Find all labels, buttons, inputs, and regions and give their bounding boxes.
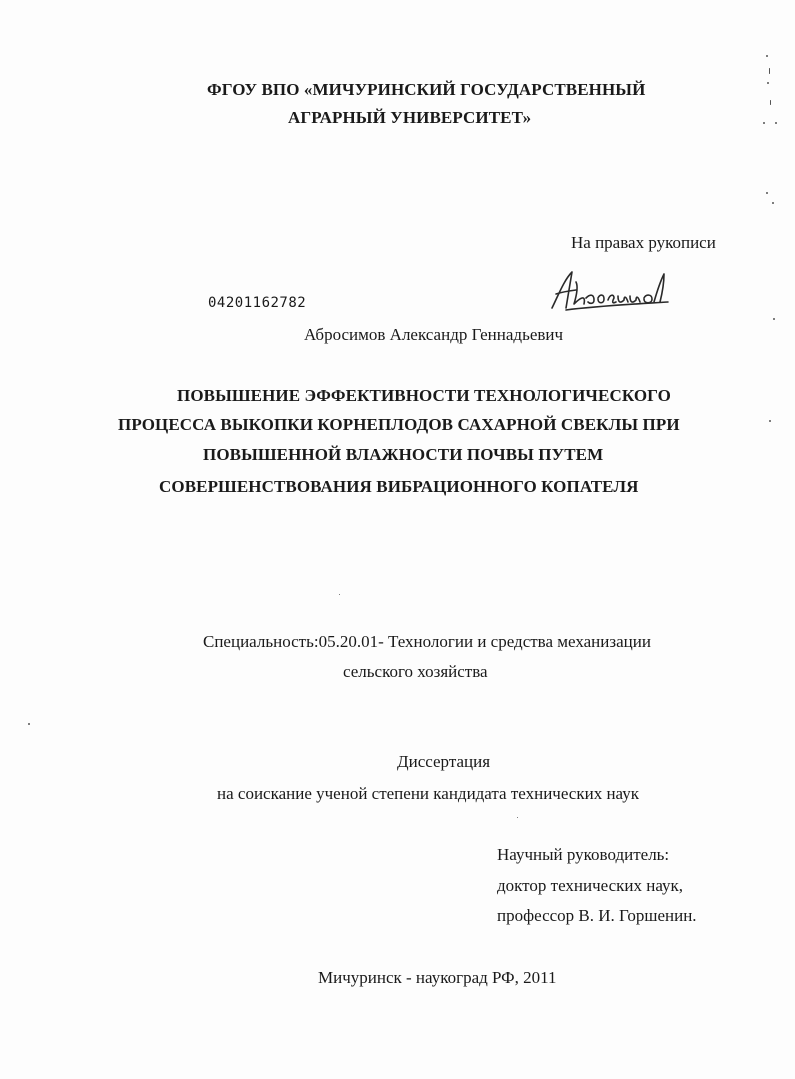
scan-speck	[775, 122, 777, 124]
scan-speck	[517, 817, 518, 818]
scan-speck	[773, 318, 775, 320]
supervisor-degree: доктор технических наук,	[497, 876, 684, 895]
scan-speck	[28, 723, 30, 725]
scan-speck	[769, 420, 771, 422]
title-line-1: ПОВЫШЕНИЕ ЭФФЕКТИВНОСТИ ТЕХНОЛОГИЧЕСКОГО	[177, 386, 671, 405]
title-line-3: ПОВЫШЕННОЙ ВЛАЖНОСТИ ПОЧВЫ ПУТЕМ	[203, 445, 604, 464]
specialty-line-1: Специальность:05.20.01- Технологии и средства механизации	[203, 632, 651, 651]
signature-icon	[546, 268, 674, 314]
scan-speck	[767, 82, 769, 84]
scan-speck	[769, 68, 770, 74]
scan-speck	[766, 192, 768, 194]
scan-speck	[770, 100, 771, 105]
scan-speck	[766, 55, 768, 57]
specialty-line-2: сельского хозяйства	[343, 662, 488, 681]
scan-speck	[772, 202, 774, 204]
supervisor-name: профессор В. И. Горшенин.	[497, 906, 697, 925]
title-line-4: СОВЕРШЕНСТВОВАНИЯ ВИБРАЦИОННОГО КОПАТЕЛЯ	[159, 477, 639, 496]
header-line-2: АГРАРНЫЙ УНИВЕРСИТЕТ»	[288, 108, 532, 127]
title-line-2: ПРОЦЕССА ВЫКОПКИ КОРНЕПЛОДОВ САХАРНОЙ СВЕКЛЫ ПРИ	[118, 415, 680, 434]
header-line-1: ФГОУ ВПО «МИЧУРИНСКИЙ ГОСУДАРСТВЕННЫЙ	[207, 80, 646, 99]
supervisor-label: Научный руководитель:	[497, 845, 670, 864]
scan-speck	[763, 122, 765, 124]
scan-speck	[339, 594, 340, 595]
rights-notice: На правах рукописи	[571, 233, 716, 252]
footer-city-year: Мичуринск - наукоград РФ, 2011	[318, 968, 557, 987]
document-number: 04201162782	[208, 295, 307, 311]
author-name: Абросимов Александр Геннадьевич	[304, 325, 564, 344]
dissertation-degree: на соискание ученой степени кандидата технических наук	[217, 784, 640, 803]
dissertation-label: Диссертация	[397, 752, 491, 771]
